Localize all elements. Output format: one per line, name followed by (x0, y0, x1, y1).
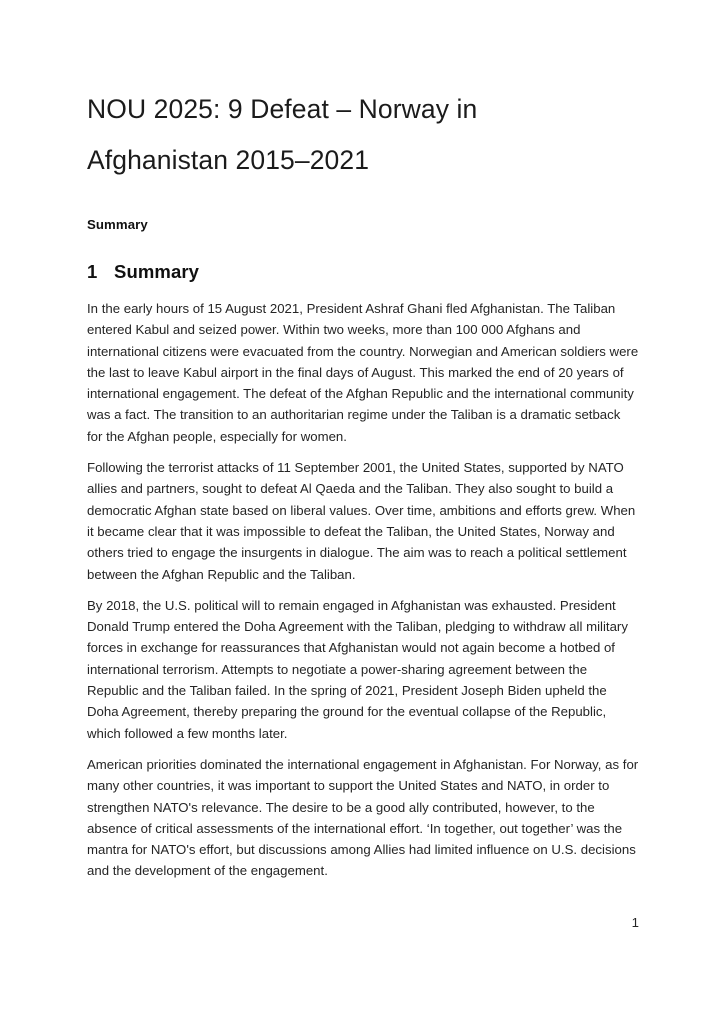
chapter-heading (87, 260, 639, 284)
body-paragraph: Following the terrorist attacks of 11 September 2001, the United States, supported by NATO allies and partners, sought to defeat Al Qaeda and the Taliban. They also sought to build a democratic Afghan state based on liberal values. Over time, ambitions and efforts grew. When it became clear that it was impossible to defeat the Taliban, the United States, Norway and others tried to engage the insurgents in dialogue. The aim was to reach a political settlement between the Afghan Republic and the Taliban. (87, 460, 636, 582)
document-content (87, 84, 639, 882)
page-title: NOU 2025: 9 Defeat – Norway in Afghanistan 2015–2021 (87, 94, 478, 175)
section-label: Summary (87, 217, 148, 232)
page-number: 1 (631, 915, 639, 930)
chapter-number: 1 (87, 261, 98, 282)
chapter-title: Summary (114, 261, 200, 282)
body-paragraph: American priorities dominated the international engagement in Afghanistan. For Norway, as for many other countries, it was important to support the United States and NATO, in order to strengthen NATO's relevance. The desire to be a good ally contributed, however, to the absence of critical assessments of the international effort. ‘In together, out together’ was the mantra for NATO's effort, but discussions among Allies had limited influence on U.S. decisions and the development of the engagement. (87, 756, 639, 879)
body-paragraph: In the early hours of 15 August 2021, President Ashraf Ghani fled Afghanistan. The Taliban entered Kabul and seized power. Within two weeks, more than 100 000 Afghans and international citizens were evacuated from the country. Norwegian and American soldiers were the last to leave Kabul airport in the final days of August. This marked the end of 20 years of international engagement. The defeat of the Afghan Republic and the international community was a fact. The transition to an authoritarian regime under the Taliban is a dramatic setback for the Afghan people, especially for women. (87, 301, 639, 444)
body-paragraph: By 2018, the U.S. political will to remain engaged in Afghanistan was exhausted. President Donald Trump entered the Doha Agreement with the Taliban, pledging to withdraw all military forces in exchange for reassurances that Afghanistan would not again become a hotbed of international terrorism. Attempts to negotiate a power-sharing agreement between the Republic and the Taliban failed. In the spring of 2021, President Joseph Biden upheld the Doha Agreement, thereby preparing the ground for the eventual collapse of the Republic, which followed a few months later. (87, 597, 628, 741)
